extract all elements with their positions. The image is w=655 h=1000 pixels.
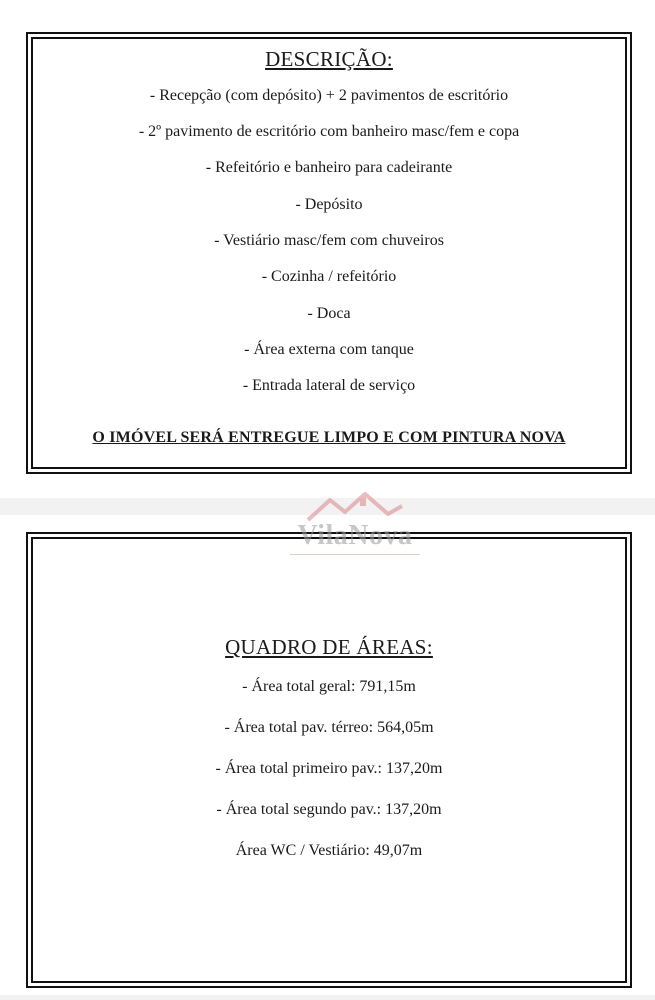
area-item: - Área total geral: 791,15m	[242, 678, 416, 695]
description-item: - Doca	[307, 305, 351, 322]
roof-icon	[300, 490, 410, 524]
area-item: - Área total segundo pav.: 137,20m	[216, 801, 442, 818]
description-frame	[26, 32, 632, 474]
areas-frame	[26, 532, 632, 988]
description-sheet	[0, 0, 655, 498]
description-item: - Área externa com tanque	[244, 341, 414, 358]
watermark-name: VilaNova	[297, 520, 413, 551]
description-item: - Cozinha / refeitório	[261, 268, 397, 285]
description-item: - Depósito	[295, 196, 363, 213]
description-item: - Recepção (com depósito) + 2 pavimentos de escritório	[149, 87, 509, 104]
areas-title: QUADRO DE ÁREAS:	[225, 635, 433, 659]
description-item: - 2º pavimento de escritório com banheiro masc/fem e copa	[138, 123, 520, 140]
area-item: - Área total primeiro pav.: 137,20m	[215, 760, 443, 777]
description-item: - Entrada lateral de serviço	[242, 377, 416, 394]
watermark-tagline-line	[290, 554, 420, 559]
description-item: - Vestiário masc/fem com chuveiros	[214, 232, 444, 249]
areas-sheet	[0, 515, 655, 995]
description-item: - Refeitório e banheiro para cadeirante	[205, 159, 453, 176]
vilanova-watermark-logo	[280, 490, 430, 570]
delivery-notice: O IMÓVEL SERÁ ENTREGUE LIMPO E COM PINTURA NOVA	[92, 429, 566, 446]
area-item: Área WC / Vestiário: 49,07m	[235, 842, 423, 859]
description-title: DESCRIÇÃO:	[265, 47, 393, 71]
area-item: - Área total pav. térreo: 564,05m	[224, 719, 434, 736]
